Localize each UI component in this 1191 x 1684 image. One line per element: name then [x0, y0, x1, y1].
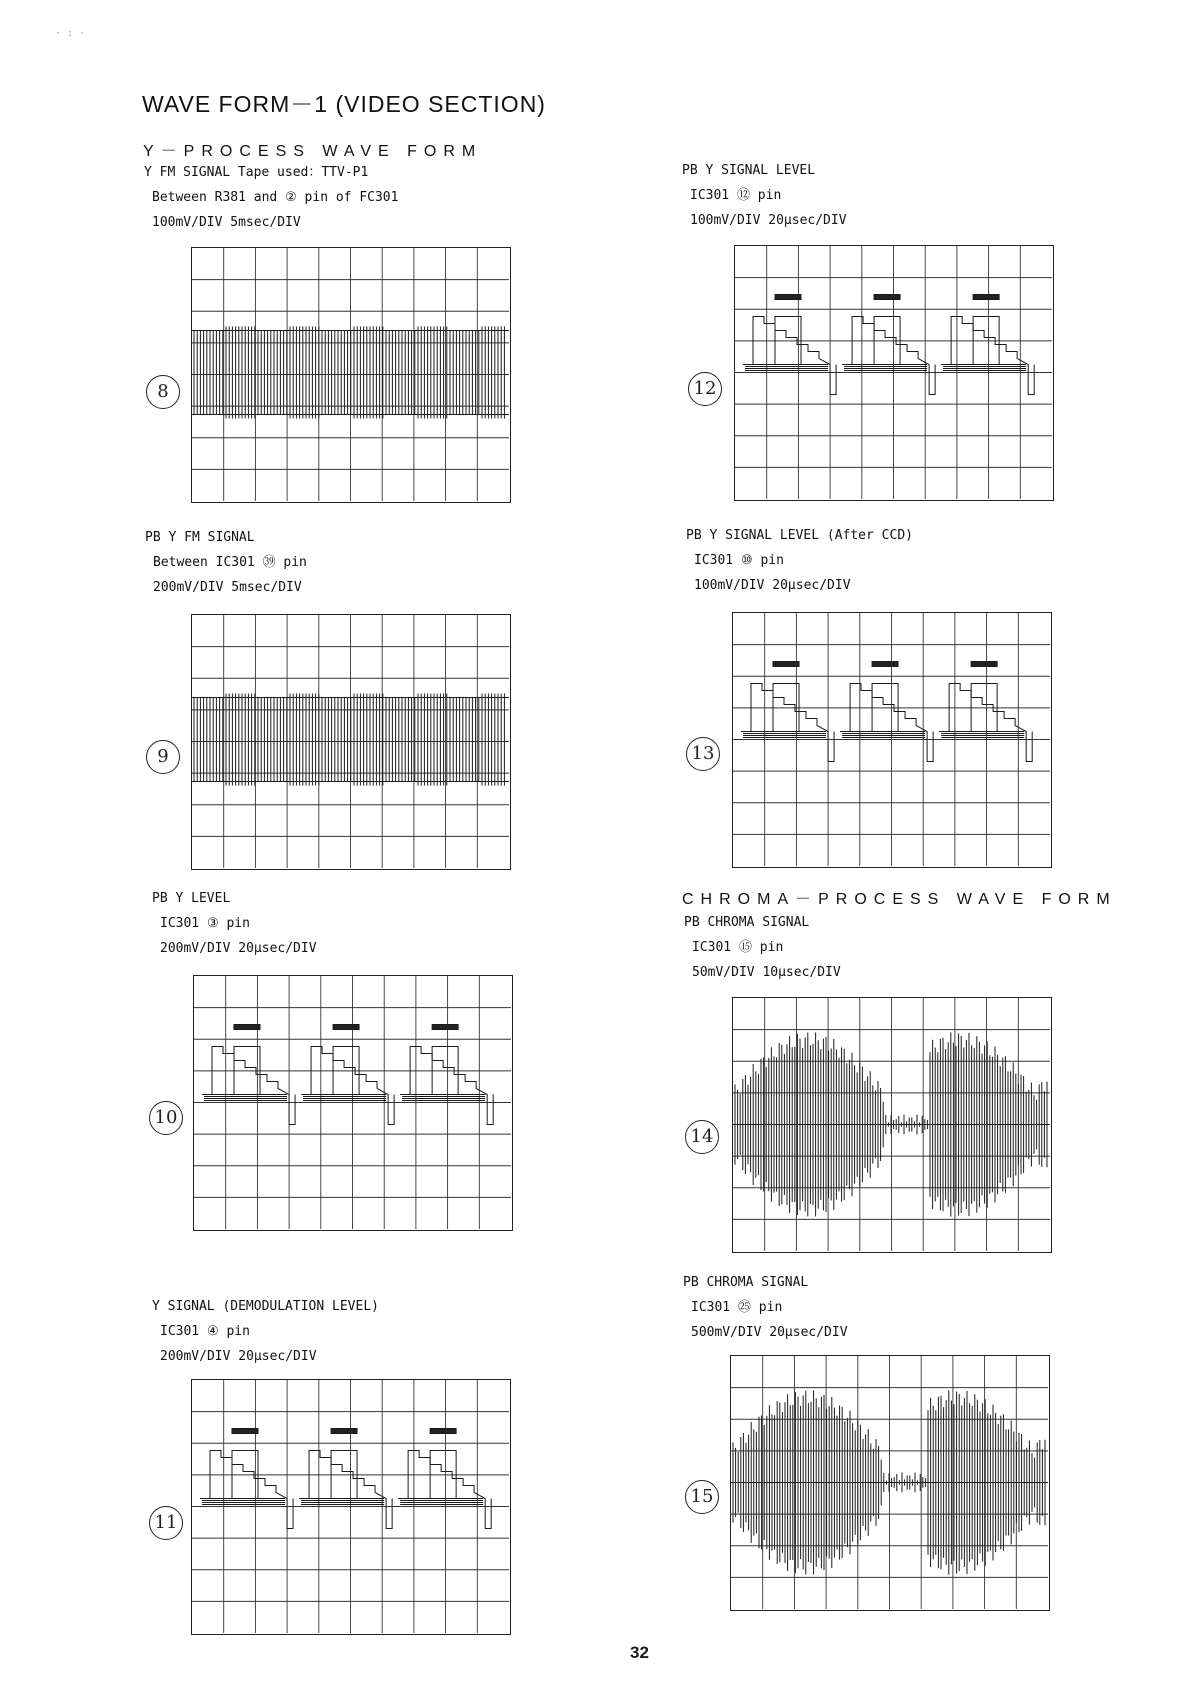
waveform-number-13: 13	[686, 737, 720, 771]
waveform-number-8: 8	[146, 375, 180, 409]
caption-line: Between R381 and ② pin of FC301	[152, 190, 399, 205]
page-number: 32	[630, 1643, 649, 1662]
waveform-trace	[733, 998, 1050, 1251]
waveform-number-11: 11	[149, 1506, 183, 1540]
waveform-trace	[735, 246, 1052, 499]
panel-15-caption	[683, 1270, 848, 1345]
waveform-number-10: 10	[149, 1101, 183, 1135]
scope-panel-9	[191, 614, 511, 870]
caption-line: PB Y SIGNAL LEVEL	[682, 163, 816, 178]
waveform-trace	[192, 1380, 509, 1633]
section-heading-chroma-process: CHROMA－PROCESS WAVE FORM	[682, 891, 1117, 908]
caption-line: 200mV/DIV 20μsec/DIV	[160, 1349, 317, 1364]
panel-9-caption	[145, 525, 307, 600]
caption-line: Y SIGNAL (DEMODULATION LEVEL)	[152, 1299, 379, 1314]
panel-13-caption	[686, 523, 913, 598]
caption-line: 500mV/DIV 20μsec/DIV	[691, 1325, 848, 1340]
panel-10-caption	[152, 886, 317, 961]
scope-panel-12	[734, 245, 1054, 501]
section-heading-y-process: Y－PROCESS WAVE FORM	[143, 143, 483, 160]
panel-14-caption	[684, 910, 841, 985]
caption-line: PB Y FM SIGNAL	[145, 530, 255, 545]
caption-line: 50mV/DIV 10μsec/DIV	[692, 965, 841, 980]
caption-line: PB Y SIGNAL LEVEL (After CCD)	[686, 528, 913, 543]
waveform-number-15: 15	[685, 1480, 719, 1514]
caption-line: IC301 ④ pin	[160, 1324, 250, 1339]
scope-panel-8	[191, 247, 511, 503]
caption-line: Between IC301 ㊴ pin	[153, 555, 307, 570]
scope-panel-13	[732, 612, 1052, 868]
waveform-trace	[194, 976, 511, 1229]
scope-panel-14	[732, 997, 1052, 1253]
page-title: WAVE FORM－1 (VIDEO SECTION)	[142, 91, 546, 117]
caption-line: PB CHROMA SIGNAL	[684, 915, 810, 930]
caption-line: IC301 ㉕ pin	[691, 1300, 783, 1315]
scope-panel-10	[193, 975, 513, 1231]
waveform-number-9: 9	[146, 740, 180, 774]
waveform-trace	[192, 248, 509, 501]
caption-line: IC301 ③ pin	[160, 916, 250, 931]
caption-line: IC301 ⑩ pin	[694, 553, 784, 568]
caption-line: 200mV/DIV 5msec/DIV	[153, 580, 302, 595]
panel-12-caption	[682, 158, 847, 233]
waveform-number-14: 14	[685, 1120, 719, 1154]
panel-11-caption	[152, 1294, 379, 1369]
scope-panel-15	[730, 1355, 1050, 1611]
waveform-number-12: 12	[688, 372, 722, 406]
caption-line: IC301 ⑮ pin	[692, 940, 784, 955]
caption-line: PB CHROMA SIGNAL	[683, 1275, 809, 1290]
scope-panel-11	[191, 1379, 511, 1635]
caption-line: Y FM SIGNAL Tape used：TTV-P1	[144, 165, 369, 180]
panel-8-caption	[144, 160, 398, 235]
waveform-trace	[733, 613, 1050, 866]
caption-line: 100mV/DIV 5msec/DIV	[152, 215, 301, 230]
waveform-trace	[731, 1356, 1048, 1609]
caption-line: 200mV/DIV 20μsec/DIV	[160, 941, 317, 956]
caption-line: PB Y LEVEL	[152, 891, 231, 906]
scan-speck: · : ·	[55, 28, 86, 39]
caption-line: 100mV/DIV 20μsec/DIV	[690, 213, 847, 228]
caption-line: IC301 ⑫ pin	[690, 188, 782, 203]
waveform-trace	[192, 615, 509, 868]
caption-line: 100mV/DIV 20μsec/DIV	[694, 578, 851, 593]
